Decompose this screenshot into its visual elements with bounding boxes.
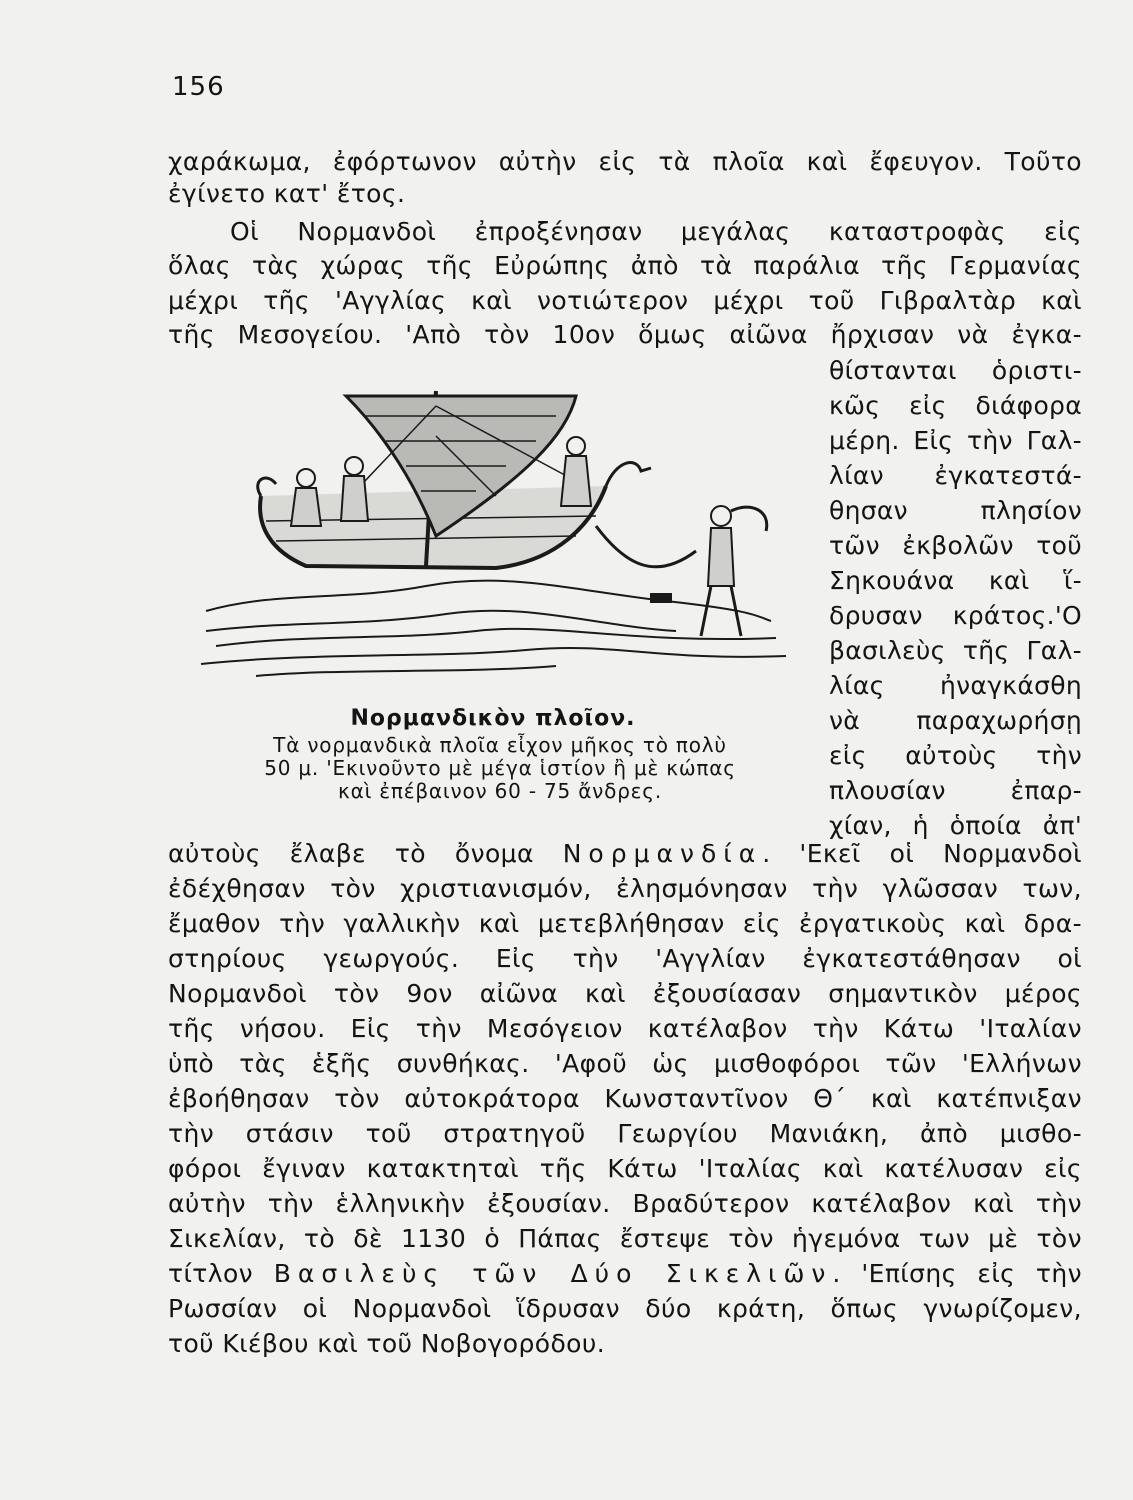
text-line: ἐβοήθησαν τὸν αὐτοκράτορα Κωνσταντῖνον Θ΄ καὶ κατέπνιξαν: [168, 1084, 1082, 1113]
wave-line: [206, 581, 771, 621]
figure-caption: [180, 734, 820, 803]
figure-caption-title: Νορμανδικὸν πλοῖον.: [350, 706, 636, 731]
text-line: μέχρι τῆς 'Αγγλίας καὶ νοτιώτερον μέχρι τοῦ Γιβραλτὰρ καὶ: [168, 286, 1082, 315]
text-span: . 'Εκεῖ οἱ Νορμανδοὶ: [762, 839, 1082, 868]
side-text-line: μέρη. Εἰς τὴν Γαλ-: [829, 426, 1082, 455]
sailor-head: [345, 457, 363, 475]
text-line: ἔμαθον τὴν γαλλικὴν καὶ μετεβλήθησαν εἰς ἐργατικοὺς καὶ δρα-: [168, 909, 1082, 938]
anchor: [651, 594, 671, 602]
text-line: στηρίους γεωργούς. Εἰς τὴν 'Αγγλίαν ἐγκατεστάθησαν οἱ: [168, 944, 1082, 973]
shore-man-body: [708, 528, 734, 586]
text-line: ἐγίνετο κατ' ἔτος.: [168, 179, 406, 208]
text-line: φόροι ἔγιναν κατακτηταὶ τῆς Κάτω 'Ιταλίας καὶ κατέλυσαν εἰς: [168, 1154, 1082, 1183]
side-text-line: λίας ἠναγκάσθη: [829, 671, 1082, 700]
anchor-held: [731, 507, 767, 531]
wave-line: [256, 666, 556, 676]
dragon-prow: [258, 478, 276, 496]
text-line: ὑπὸ τὰς ἑξῆς συνθήκας. 'Αφοῦ ὡς μισθοφόροι τῶν 'Ελλήνων: [168, 1049, 1082, 1078]
dragon-stern: [606, 463, 651, 486]
spaced-title-two-sicilies: Βασιλεὺς τῶν Δύο Σικελιῶν: [273, 1259, 833, 1288]
side-text-line: χίαν, ἡ ὁποία ἀπ': [829, 811, 1082, 840]
text-line: τῆς Μεσογείου. 'Απὸ τὸν 10ον ὅμως αἰῶνα ἤρχισαν νὰ ἐγκα-: [168, 320, 1082, 349]
side-text-line: Σηκουάνα καὶ ἵ-: [829, 566, 1082, 595]
side-text-line: νὰ παραχωρήσῃ: [829, 706, 1082, 735]
text-line: ὅλας τὰς χώρας τῆς Εὐρώπης ἀπὸ τὰ παράλια τῆς Γερμανίας: [168, 251, 1082, 280]
sailor-body: [291, 488, 321, 526]
page-number: 156: [172, 72, 225, 102]
side-text-line: κῶς εἰς διάφορα: [829, 391, 1082, 420]
side-text-line: βασιλεὺς τῆς Γαλ-: [829, 636, 1082, 665]
text-line: Οἱ Νορμανδοὶ ἐπροξένησαν μεγάλας καταστροφὰς εἰς: [230, 217, 1082, 246]
side-text-line: θησαν πλησίον: [829, 496, 1082, 525]
text-line: Σικελίαν, τὸ δὲ 1130 ὁ Πάπας ἔστεψε τὸν ἡγεμόνα των μὲ τὸν: [168, 1224, 1082, 1253]
text-span: . 'Επίσης εἰς τὴν: [832, 1259, 1082, 1288]
sailor-body: [561, 456, 591, 506]
wave-line: [216, 629, 776, 646]
wave-line: [206, 611, 676, 631]
caption-line: 50 μ. 'Εκινοῦντο μὲ μέγα ἱστίον ἢ μὲ κώπας: [264, 756, 736, 780]
side-text-line: εἰς αὐτοὺς τὴν: [829, 741, 1082, 770]
sailor-body: [341, 476, 368, 521]
text-line: αὐτὴν τὴν ἑλληνικὴν ἐξουσίαν. Βραδύτερον κατέλαβον καὶ τὴν: [168, 1189, 1082, 1218]
norman-ship-illustration: [196, 376, 796, 696]
spaced-word-normandy: Νορμανδία: [562, 839, 763, 868]
text-line: [168, 1258, 1082, 1290]
side-text-line: τῶν ἐκβολῶν τοῦ: [829, 531, 1082, 560]
text-line: Ρωσσίαν οἱ Νορμανδοὶ ἵδρυσαν δύο κράτη, ὅπως γνωρίζομεν,: [168, 1294, 1082, 1323]
text-line: χαράκωμα, ἐφόρτωνον αὐτὴν εἰς τὰ πλοῖα καὶ ἔφευγον. Τοῦτο: [168, 147, 1082, 176]
side-text-line: πλουσίαν ἐπαρ-: [829, 776, 1082, 805]
shore-man-head: [711, 506, 731, 526]
sailor-head: [567, 437, 585, 455]
text-line: τοῦ Κιέβου καὶ τοῦ Νοβογορόδου.: [168, 1329, 606, 1358]
side-text-line: θίστανται ὁριστι-: [829, 356, 1082, 385]
text-line: τῆς νήσου. Εἰς τὴν Μεσόγειον κατέλαβον τὴν Κάτω 'Ιταλίαν: [168, 1014, 1082, 1043]
caption-line: Τὰ νορμανδικὰ πλοῖα εἶχον μῆκος τὸ πολὺ: [273, 733, 727, 757]
wave-line: [201, 648, 786, 664]
text-line: Νορμανδοὶ τὸν 9ον αἰῶνα καὶ ἐξουσίασαν σημαντικὸν μέρος: [168, 979, 1082, 1008]
text-span: τίτλον: [168, 1259, 254, 1288]
text-line: ἐδέχθησαν τὸν χριστιανισμόν, ἐλησμόνησαν τὴν γλῶσσαν των,: [168, 874, 1082, 903]
caption-line: καὶ ἐπέβαινον 60 - 75 ἄνδρες.: [338, 779, 662, 803]
side-text-line: λίαν ἐγκατεστά-: [829, 461, 1082, 490]
text-line: τὴν στάσιν τοῦ στρατηγοῦ Γεωργίου Μανιάκη, ἀπὸ μισθο-: [168, 1119, 1082, 1148]
text-span: αὐτοὺς ἔλαβε τὸ ὄνομα: [168, 839, 534, 868]
side-text-line: δρυσαν κράτος.'Ο: [829, 601, 1082, 630]
text-line: [168, 838, 1082, 870]
anchor-rope: [596, 526, 696, 567]
sailor-head: [297, 469, 315, 487]
